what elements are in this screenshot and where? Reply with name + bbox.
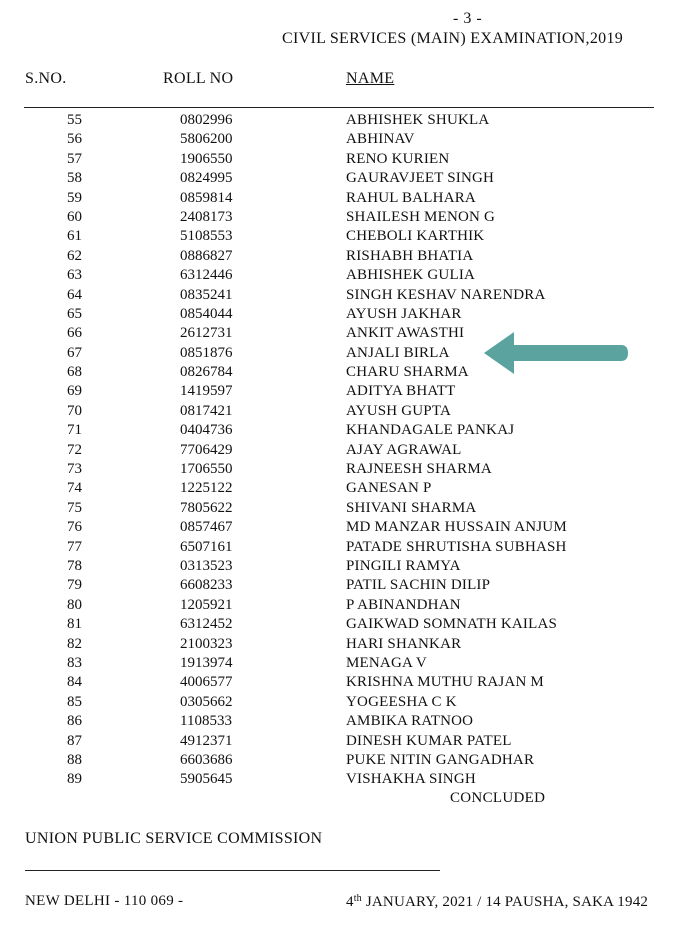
serial-number: 88 [67,751,82,768]
serial-number: 87 [67,732,82,749]
roll-number: 0886827 [180,247,233,264]
candidate-name: P ABINANDHAN [346,596,461,613]
header-rule [24,107,654,108]
serial-number: 67 [67,344,82,361]
table-row [0,499,690,518]
candidate-name: PUKE NITIN GANGADHAR [346,751,535,768]
table-row [0,635,690,654]
candidate-name: SINGH KESHAV NARENDRA [346,286,546,303]
concluded-label: CONCLUDED [450,790,546,806]
serial-number: 81 [67,616,82,633]
roll-number: 5108553 [180,228,233,245]
table-row [0,557,690,576]
roll-number: 6312452 [180,616,233,633]
serial-number: 55 [67,112,82,128]
candidate-name: RAHUL BALHARA [346,189,476,206]
table-row [0,732,690,751]
serial-number: 71 [67,422,82,439]
serial-number: 69 [67,383,82,400]
roll-number: 0305662 [180,693,233,710]
candidate-name: RISHABH BHATIA [346,247,474,264]
candidate-name: ANJALI BIRLA [346,344,450,361]
table-row [0,654,690,673]
candidate-name: SHAILESH MENON G [346,208,496,225]
roll-number: 7805622 [180,499,233,516]
candidate-name: RENO KURIEN [346,150,450,167]
candidate-name: KHANDAGALE PANKAJ [346,422,515,439]
header-name: NAME [346,70,395,87]
serial-number: 82 [67,635,82,652]
serial-number: 80 [67,596,82,613]
roll-number: 6312446 [180,267,233,284]
serial-number: 85 [67,693,82,710]
table-row [0,518,690,537]
table-row [0,402,690,421]
serial-number: 78 [67,557,82,574]
results-table [0,111,690,790]
serial-number: 75 [67,499,82,516]
table-row [0,596,690,615]
roll-number: 0851876 [180,344,233,361]
roll-number: 1706550 [180,461,233,478]
serial-number: 66 [67,325,82,342]
roll-number: 0802996 [180,112,233,128]
candidate-name: GAURAVJEET SINGH [346,170,495,187]
candidate-name: VISHAKHA SINGH [346,771,476,788]
serial-number: 58 [67,170,82,187]
roll-number: 2612731 [180,325,233,342]
date [346,893,648,911]
table-row [0,673,690,692]
candidate-name: HARI SHANKAR [346,635,462,652]
serial-number: 63 [67,267,82,284]
table-row [0,111,690,130]
serial-number: 70 [67,402,82,419]
candidate-name: ANKIT AWASTHI [346,325,465,342]
serial-number: 59 [67,189,82,206]
candidate-name: DINESH KUMAR PATEL [346,732,512,749]
table-row [0,208,690,227]
table-row [0,441,690,460]
roll-number: 2100323 [180,635,233,652]
roll-number: 1906550 [180,150,233,167]
roll-number: 5905645 [180,771,233,788]
arrow-left-icon [484,330,630,378]
serial-number: 62 [67,247,82,264]
table-row [0,538,690,557]
candidate-name: AYUSH JAKHAR [346,305,462,322]
serial-number: 68 [67,364,82,381]
candidate-name: ADITYA BHATT [346,383,456,400]
footer-rule [25,870,440,871]
table-row [0,266,690,285]
serial-number: 79 [67,577,82,594]
header-sno: S.NO. [25,70,67,87]
roll-number: 0857467 [180,519,233,536]
roll-number: 4006577 [180,674,233,691]
table-row [0,421,690,440]
table-row [0,169,690,188]
roll-number: 0824995 [180,170,233,187]
serial-number: 65 [67,305,82,322]
serial-number: 73 [67,461,82,478]
serial-number: 74 [67,480,82,497]
roll-number: 1108533 [180,713,232,730]
candidate-name: CHARU SHARMA [346,364,469,381]
roll-number: 6603686 [180,751,233,768]
candidate-name: KRISHNA MUTHU RAJAN M [346,674,544,691]
candidate-name: CHEBOLI KARTHIK [346,228,485,245]
table-row [0,770,690,789]
date-suffix: th [353,893,362,904]
table-row [0,189,690,208]
serial-number: 83 [67,654,82,671]
commission-name: UNION PUBLIC SERVICE COMMISSION [25,830,323,847]
roll-number: 2408173 [180,208,233,225]
candidate-name: AYUSH GUPTA [346,402,452,419]
candidate-name: AMBIKA RATNOO [346,713,474,730]
table-row [0,227,690,246]
candidate-name: SHIVANI SHARMA [346,499,477,516]
candidate-name: MENAGA V [346,654,427,671]
roll-number: 1913974 [180,654,233,671]
serial-number: 57 [67,150,82,167]
header-roll-no: ROLL NO [163,70,234,87]
roll-number: 5806200 [180,131,233,148]
serial-number: 86 [67,713,82,730]
table-row [0,460,690,479]
serial-number: 84 [67,674,82,691]
table-row [0,615,690,634]
date-day: 4 [346,894,354,910]
candidate-name: GANESAN P [346,480,432,497]
date-rest: JANUARY, 2021 / 14 PAUSHA, SAKA 1942 [361,894,649,910]
serial-number: 56 [67,131,82,148]
roll-number: 0404736 [180,422,233,439]
location: NEW DELHI - 110 069 - [25,893,184,909]
table-row [0,751,690,770]
table-row [0,479,690,498]
roll-number: 1205921 [180,596,233,613]
roll-number: 1225122 [180,480,233,497]
table-row [0,130,690,149]
roll-number: 0826784 [180,364,233,381]
roll-number: 6507161 [180,538,233,555]
candidate-name: ABHISHEK GULIA [346,267,476,284]
candidate-name: RAJNEESH SHARMA [346,461,492,478]
table-row [0,693,690,712]
serial-number: 64 [67,286,82,303]
table-row [0,286,690,305]
candidate-name: MD MANZAR HUSSAIN ANJUM [346,519,567,536]
candidate-name: YOGEESHA C K [346,693,457,710]
candidate-name: PATIL SACHIN DILIP [346,577,491,594]
candidate-name: ABHINAV [346,131,415,148]
roll-number: 4912371 [180,732,233,749]
exam-title: CIVIL SERVICES (MAIN) EXAMINATION,2019 [282,30,624,47]
serial-number: 72 [67,441,82,458]
roll-number: 0313523 [180,557,233,574]
candidate-name: GAIKWAD SOMNATH KAILAS [346,616,558,633]
table-row [0,712,690,731]
table-row [0,382,690,401]
candidate-name: ABHISHEK SHUKLA [346,112,490,128]
serial-number: 89 [67,771,82,788]
roll-number: 6608233 [180,577,233,594]
roll-number: 7706429 [180,441,233,458]
serial-number: 61 [67,228,82,245]
serial-number: 60 [67,208,82,225]
serial-number: 76 [67,519,82,536]
roll-number: 1419597 [180,383,233,400]
roll-number: 0817421 [180,402,233,419]
serial-number: 77 [67,538,82,555]
roll-number: 0835241 [180,286,233,303]
table-row [0,576,690,595]
table-row [0,150,690,169]
page-number: - 3 - [453,10,483,27]
roll-number: 0854044 [180,305,233,322]
candidate-name: AJAY AGRAWAL [346,441,462,458]
candidate-name: PINGILI RAMYA [346,557,461,574]
table-row [0,247,690,266]
candidate-name: PATADE SHRUTISHA SUBHASH [346,538,567,555]
table-row [0,305,690,324]
roll-number: 0859814 [180,189,233,206]
